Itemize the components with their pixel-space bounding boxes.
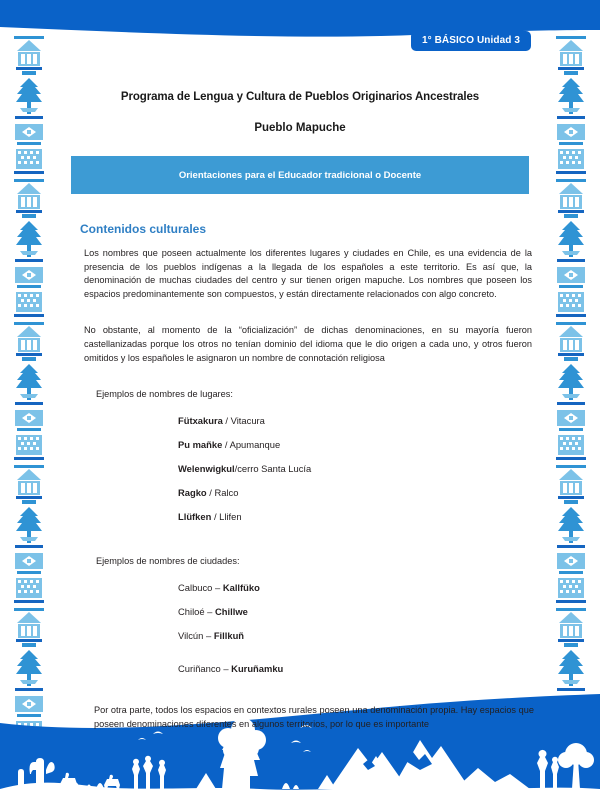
separator: /	[222, 439, 230, 451]
spanish-term: Ralco	[214, 487, 239, 499]
mapuche-term: Fillkuñ	[213, 630, 245, 642]
list-item	[178, 487, 540, 498]
list-item	[178, 415, 540, 426]
list-item	[178, 663, 540, 674]
list-item	[178, 511, 540, 522]
orientation-banner-label: Orientaciones para el Educador tradicional o Docente	[178, 169, 422, 181]
separator: –	[204, 606, 216, 618]
mapuche-term: Kallfüko	[222, 582, 260, 594]
mapuche-term: Fütxakura	[178, 415, 223, 427]
list-item	[178, 463, 540, 474]
spanish-term: Apumanque	[229, 439, 281, 451]
cities-list	[60, 582, 540, 674]
separator: –	[220, 663, 232, 675]
separator: /	[211, 511, 220, 523]
separator: /	[234, 463, 238, 475]
places-list-label: Ejemplos de nombres de lugares:	[96, 389, 233, 400]
mapuche-term: Chillwe	[215, 606, 248, 618]
mapuche-term: Kuruñamku	[231, 663, 284, 675]
spanish-term: Vitacura	[230, 415, 265, 427]
spanish-term: Calbuco	[178, 582, 213, 594]
spanish-term: cerro Santa Lucía	[237, 463, 312, 475]
page-title: Programa de Lengua y Cultura de Pueblos Originarios Ancestrales	[120, 91, 480, 103]
mapuche-term: Llüfken	[178, 511, 212, 523]
paragraph-2: No obstante, al momento de la “oficialización” de dichas denominaciones, en su mayoría fueron castellanizadas porque los otros no tenían dominio del idioma que le dio origen a cada uno, y otros fueron omitidos y los españoles le asignaron un nombre de connotación religiosa	[84, 325, 532, 363]
orientation-banner	[71, 156, 529, 194]
page-subtitle: Pueblo Mapuche	[254, 122, 346, 134]
separator: /	[206, 487, 215, 499]
spanish-term: Chiloé	[178, 606, 205, 618]
separator: –	[203, 630, 214, 642]
mapuche-term: Welenwigkul	[178, 463, 235, 475]
spanish-term: Llifen	[219, 511, 242, 523]
section-heading: Contenidos culturales	[80, 222, 207, 236]
mapuche-term: Ragko	[178, 487, 207, 499]
spanish-term: Curiñanco	[178, 663, 221, 675]
separator: /	[222, 415, 231, 427]
separator: –	[212, 582, 223, 594]
unit-badge: 1° BÁSICO Unidad 3	[411, 31, 531, 51]
list-item	[178, 439, 540, 450]
paragraph-1: Los nombres que poseen actualmente los diferentes lugares y ciudades en Chile, es una evidencia de la presencia de los pueblos indígenas a la llegada de los españoles a este territorio. Es así que, la denominación de muchas ciudades del centro y sur tienen origen mapuche. Los nombres que poseen los espacios predominantemente son compuestos, y están directamente relacionados con algo concreto.	[84, 248, 532, 299]
paragraph-3: Por otra parte, todos los espacios en contextos rurales poseen una denominación propia. Hay espacios que poseen denominaciones diferentes en algunos territorios, por lo que es importante	[94, 705, 534, 729]
list-item	[178, 582, 540, 593]
mapuche-term: Pu mañke	[178, 439, 223, 451]
list-item	[178, 630, 540, 641]
places-list	[60, 415, 540, 522]
cities-list-label: Ejemplos de nombres de ciudades:	[96, 556, 240, 567]
spanish-term: Vilcún	[178, 630, 204, 642]
list-item	[178, 606, 540, 617]
